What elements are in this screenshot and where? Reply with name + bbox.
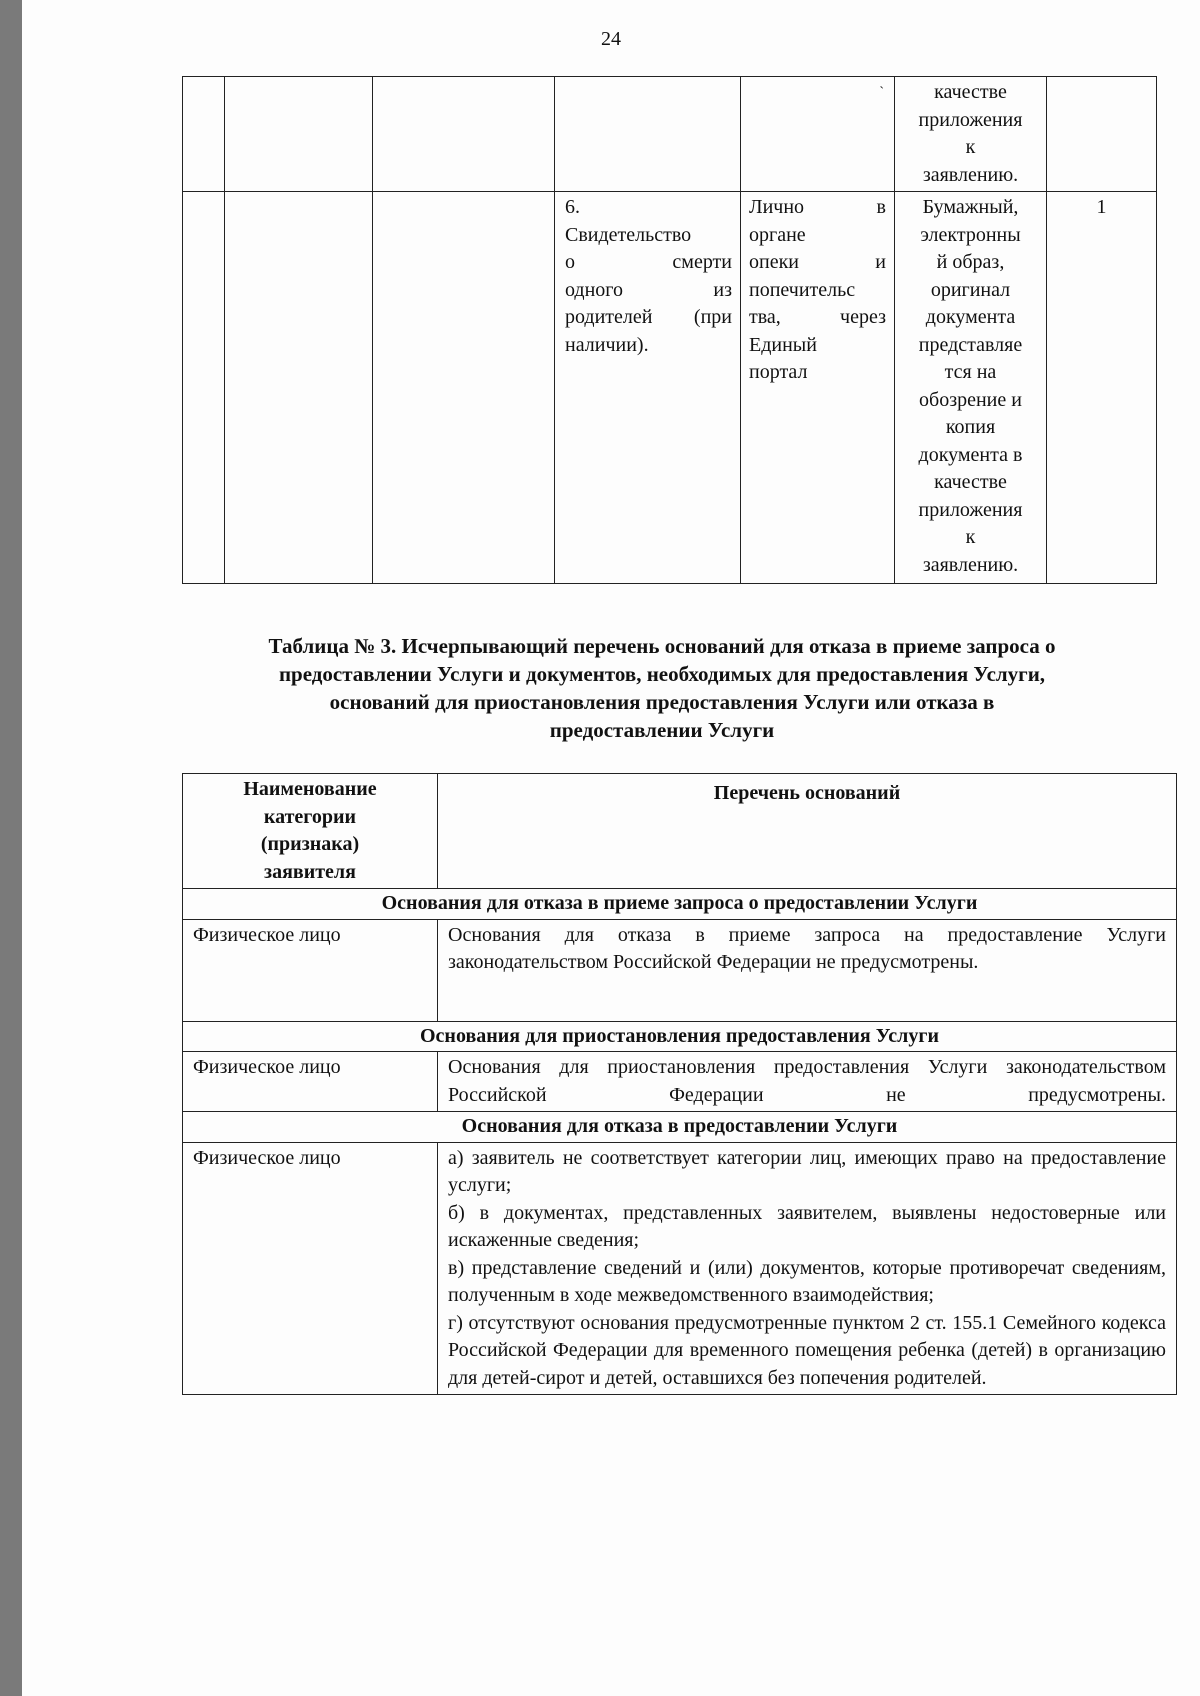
cell-line: Свидетельство bbox=[565, 223, 692, 246]
table-cell bbox=[555, 77, 741, 192]
cell-line: качестве bbox=[934, 471, 1007, 493]
table-row bbox=[183, 919, 1177, 1021]
reason-item: в) представление сведений и (или) документов, которые противоречат сведениям, полученным в ходе межведомственного взаимодействия; bbox=[448, 1256, 1166, 1306]
table-cell bbox=[225, 192, 373, 584]
cell-line: приложения bbox=[918, 498, 1023, 521]
document-form-cell bbox=[895, 192, 1047, 584]
cell-line: родителей (при bbox=[565, 306, 732, 328]
table-cell bbox=[1047, 77, 1157, 192]
cell-line: о смерти bbox=[565, 251, 732, 273]
table-row bbox=[183, 1142, 1177, 1395]
table-cell bbox=[741, 77, 895, 192]
cell-line: наличии). bbox=[565, 333, 649, 356]
table-cell bbox=[373, 77, 555, 192]
table3-title bbox=[172, 632, 1152, 744]
cell-line: органе bbox=[749, 223, 806, 246]
cell-line: опеки и bbox=[749, 251, 886, 273]
scan-mark: ` bbox=[879, 85, 884, 100]
reason-text: Основания для отказа в приеме запроса на предоставление Услуги законодательством Российской Федерации не предусмотрены. bbox=[438, 919, 1177, 1021]
cell-line: представляе bbox=[918, 333, 1023, 356]
title-line: Таблица № 3. Исчерпывающий перечень оснований для отказа в приеме запроса о bbox=[268, 634, 1056, 658]
cell-line: тся на bbox=[944, 361, 997, 383]
title-line: предоставлении Услуги bbox=[549, 718, 775, 742]
reason-item: а) заявитель не соответствует категории лиц, имеющих право на предоставление услуги; bbox=[448, 1146, 1166, 1196]
applicant-category: Физическое лицо bbox=[183, 1052, 438, 1112]
reason-list bbox=[438, 1142, 1177, 1395]
header-category bbox=[183, 774, 438, 889]
submission-method-cell bbox=[741, 192, 895, 584]
reason-item: г) отсутствуют основания предусмотренные пунктом 2 ст. 155.1 Семейного кодекса Российской Федерации для временного помещения ребенка (детей) в организацию для детей-сирот и детей, оставшихся без попечения родителей. bbox=[448, 1311, 1166, 1389]
cell-line: документа в bbox=[918, 443, 1023, 466]
header-line: (признака) bbox=[260, 833, 360, 855]
table-row bbox=[183, 192, 1157, 584]
applicant-category: Физическое лицо bbox=[183, 1142, 438, 1395]
section-row bbox=[183, 889, 1177, 920]
cell-line: Единый bbox=[749, 333, 817, 356]
document-page bbox=[22, 0, 1200, 1696]
table-cell bbox=[183, 192, 225, 584]
table-cell bbox=[373, 192, 555, 584]
cell-line: й образ, bbox=[936, 251, 1005, 273]
cell-line: к bbox=[965, 526, 976, 548]
reason-text bbox=[438, 1052, 1177, 1112]
document-name-cell bbox=[555, 192, 741, 584]
header-line: категории bbox=[263, 805, 357, 828]
reason-item: б) в документах, представленных заявителем, выявлены недостоверные или искаженные сведения; bbox=[448, 1201, 1166, 1251]
table-header-row bbox=[183, 774, 1177, 889]
cell-line: заявлению. bbox=[922, 163, 1019, 186]
section-title-refusal-service: Основания для отказа в предоставлении Услуги bbox=[183, 1112, 1177, 1143]
cell-line: оригинал bbox=[930, 278, 1011, 301]
cell-line: качестве bbox=[934, 81, 1007, 103]
applicant-category: Физическое лицо bbox=[183, 919, 438, 1021]
reason-paragraph: Основания для приостановления предоставления Услуги законодательством Российской Федерации не предусмотрены. bbox=[448, 1056, 1166, 1106]
header-line: Наименование bbox=[243, 778, 377, 800]
cell-line: обозрение и bbox=[919, 388, 1022, 411]
continuation-table bbox=[182, 76, 1157, 584]
section-title-refusal-acceptance: Основания для отказа в приеме запроса о предоставлении Услуги bbox=[183, 889, 1177, 920]
header-line: заявителя bbox=[264, 860, 356, 883]
section-row bbox=[183, 1112, 1177, 1143]
cell-line: попечительс bbox=[749, 278, 856, 301]
table-row bbox=[183, 77, 1157, 192]
scan-edge bbox=[0, 0, 22, 1696]
cell-line: Бумажный, bbox=[922, 196, 1019, 218]
table-cell bbox=[183, 77, 225, 192]
section-row bbox=[183, 1021, 1177, 1052]
reasons-table bbox=[182, 773, 1177, 1395]
cell-line: документа bbox=[925, 306, 1016, 328]
cell-line: к bbox=[965, 136, 976, 158]
cell-line: заявлению. bbox=[922, 553, 1019, 576]
cell-line: тва, через bbox=[749, 306, 886, 328]
document-count-cell: 1 bbox=[1047, 192, 1157, 584]
table-cell bbox=[225, 77, 373, 192]
cell-line: одного из bbox=[565, 278, 732, 301]
table-row bbox=[183, 1052, 1177, 1112]
title-line: предоставлении Услуги и документов, необходимых для предоставления Услуги, bbox=[278, 662, 1046, 686]
cell-line: копия bbox=[945, 416, 996, 438]
document-form-cell bbox=[895, 77, 1047, 192]
header-reasons-list: Перечень оснований bbox=[438, 774, 1177, 889]
title-line: оснований для приостановления предоставления Услуги или отказа в bbox=[329, 690, 995, 714]
cell-line: портал bbox=[749, 361, 808, 383]
page-number: 24 bbox=[601, 28, 621, 50]
cell-line: приложения bbox=[918, 108, 1023, 131]
section-title-suspension: Основания для приостановления предоставления Услуги bbox=[183, 1021, 1177, 1052]
cell-line: Лично в bbox=[749, 196, 886, 218]
cell-line: 6. bbox=[565, 196, 580, 218]
cell-line: электронны bbox=[920, 223, 1021, 246]
